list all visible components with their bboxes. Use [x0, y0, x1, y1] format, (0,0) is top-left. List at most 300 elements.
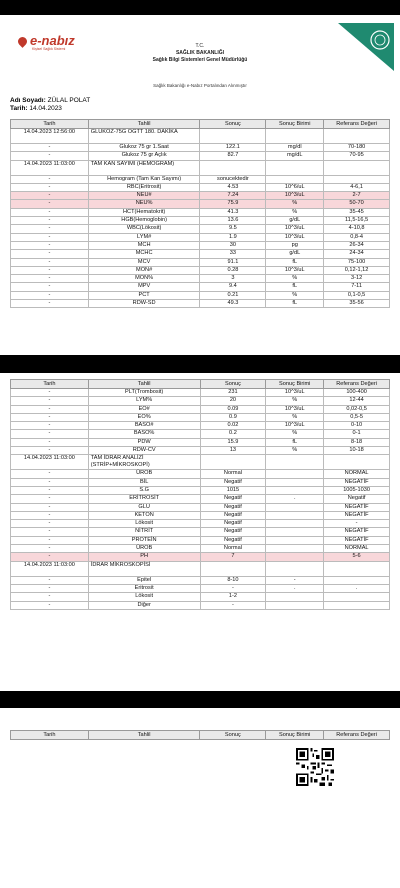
heart-icon — [16, 35, 29, 48]
cell-date: - — [11, 217, 89, 225]
cell-result: 0.28 — [200, 266, 266, 274]
cell-date: - — [11, 495, 89, 503]
cell-test: PLT(Trombosit) — [88, 389, 200, 397]
cell-test: Diğer — [88, 601, 200, 609]
cell-reference: 0,1-0,5 — [324, 291, 390, 299]
cell-date: - — [11, 300, 89, 308]
cell-result: 3 — [200, 275, 266, 283]
col-test: Tahlil — [88, 380, 200, 389]
patient-name-label: Adı Soyadı: — [10, 97, 46, 104]
table-row — [11, 545, 390, 553]
patient-name: ZÜLAL POLAT — [47, 97, 91, 104]
cell-unit: 10^3/uL — [266, 389, 324, 397]
cell-unit: % — [266, 430, 324, 438]
cell-date: - — [11, 430, 89, 438]
cell-date: - — [11, 283, 89, 291]
cell-date: - — [11, 405, 89, 413]
table-row — [11, 275, 390, 283]
cell-result: Negatif — [200, 503, 266, 511]
cell-reference: - — [324, 520, 390, 528]
cell-test: MCHC — [88, 250, 200, 258]
cell-date: - — [11, 397, 89, 405]
cell-unit: fL — [266, 258, 324, 266]
table-row — [11, 576, 390, 584]
cell-date: - — [11, 192, 89, 200]
cell-date: - — [11, 520, 89, 528]
cell-result — [200, 160, 266, 175]
cell-reference: 10-18 — [324, 447, 390, 455]
cell-result: 0.09 — [200, 405, 266, 413]
cell-unit: mg/dl — [266, 144, 324, 152]
cell-result: Negatif — [200, 520, 266, 528]
cell-unit — [266, 528, 324, 536]
cell-reference: 7-11 — [324, 283, 390, 291]
cell-reference: 50-70 — [324, 200, 390, 208]
cell-date: - — [11, 275, 89, 283]
results-table-1 — [10, 119, 390, 308]
cell-test: BİL — [88, 478, 200, 486]
cell-unit: g/dL — [266, 217, 324, 225]
cell-reference: 12-44 — [324, 397, 390, 405]
cell-test: BASO% — [88, 430, 200, 438]
table-row — [11, 152, 390, 160]
table-row — [11, 470, 390, 478]
cell-test: PROTEİN — [88, 536, 200, 544]
cell-reference: 0,8-4 — [324, 233, 390, 241]
cell-unit: mg/dL — [266, 152, 324, 160]
cell-reference — [324, 601, 390, 609]
cell-unit: % — [266, 208, 324, 216]
cell-reference: 0,5-5 — [324, 413, 390, 421]
cell-test: NEU# — [88, 192, 200, 200]
cell-unit: 10^6/uL — [266, 183, 324, 191]
cell-unit — [266, 593, 324, 601]
cell-reference: Negatif — [324, 495, 390, 503]
cell-test: MCV — [88, 258, 200, 266]
cell-result: 1.9 — [200, 233, 266, 241]
table-group-row — [11, 455, 390, 470]
table-row — [11, 300, 390, 308]
cell-reference: NEGATİF — [324, 478, 390, 486]
cell-reference: 2-7 — [324, 192, 390, 200]
cell-reference: 0,12-1,12 — [324, 266, 390, 274]
cell-reference — [324, 455, 390, 470]
cell-unit — [266, 561, 324, 576]
table-row — [11, 503, 390, 511]
report-date-label: Tarih: — [10, 105, 28, 112]
ministry-emblem-icon — [338, 23, 394, 71]
cell-test: LYM% — [88, 397, 200, 405]
cell-date: 14.04.2023 11:03:00 — [11, 160, 89, 175]
ministry-tc: T.C. — [195, 43, 205, 49]
table-row — [11, 208, 390, 216]
cell-test: HCT(Hematokrit) — [88, 208, 200, 216]
logo-text: e-nabız — [30, 33, 75, 48]
table-row — [11, 495, 390, 503]
cell-test: Glukoz 75 gr 1.Saat — [88, 144, 200, 152]
cell-date: - — [11, 258, 89, 266]
table-header — [11, 380, 390, 389]
cell-result: 7 — [200, 553, 266, 561]
cell-result: Negatif — [200, 511, 266, 519]
cell-reference: NEGATİF — [324, 511, 390, 519]
cell-reference: 70-180 — [324, 144, 390, 152]
cell-unit: 10^3/uL — [266, 422, 324, 430]
col-date: Tarih — [11, 380, 89, 389]
report-page-1 — [0, 15, 400, 355]
results-table-3 — [10, 730, 390, 740]
cell-test: KETON — [88, 511, 200, 519]
col-result: Sonuç — [200, 731, 266, 740]
table-row — [11, 183, 390, 191]
cell-reference: NORMAL — [324, 470, 390, 478]
cell-unit — [266, 455, 324, 470]
cell-unit: - — [266, 576, 324, 584]
col-unit: Sonuç Birimi — [266, 380, 324, 389]
cell-test: Epitel — [88, 576, 200, 584]
cell-unit: % — [266, 275, 324, 283]
table-row — [11, 511, 390, 519]
cell-reference: 24-34 — [324, 250, 390, 258]
table-row — [11, 175, 390, 183]
cell-result: Normal — [200, 470, 266, 478]
cell-reference: 5-6 — [324, 553, 390, 561]
cell-test: S.G — [88, 486, 200, 494]
enabiz-logo — [18, 33, 75, 51]
cell-test: EO% — [88, 413, 200, 421]
cell-reference: 35-45 — [324, 208, 390, 216]
cell-result: 91.1 — [200, 258, 266, 266]
report-page-2 — [0, 373, 400, 691]
cell-date: - — [11, 144, 89, 152]
table-row — [11, 584, 390, 592]
cell-date: - — [11, 183, 89, 191]
cell-date: - — [11, 175, 89, 183]
cell-result: 82.7 — [200, 152, 266, 160]
cell-result — [200, 455, 266, 470]
cell-date: - — [11, 200, 89, 208]
col-reference: Referans Değeri — [324, 380, 390, 389]
cell-test: ÜROB — [88, 545, 200, 553]
logo-subtitle: Kişisel Sağlık Sistemi — [32, 47, 66, 51]
cell-date: 14.04.2023 12:56:00 — [11, 129, 89, 144]
table-row — [11, 486, 390, 494]
cell-unit — [266, 503, 324, 511]
cell-date: - — [11, 413, 89, 421]
table-row — [11, 447, 390, 455]
table-row — [11, 397, 390, 405]
cell-reference: 3-12 — [324, 275, 390, 283]
cell-date: - — [11, 601, 89, 609]
cell-test: MCH — [88, 241, 200, 249]
cell-reference: . — [324, 584, 390, 592]
cell-result: 0.2 — [200, 430, 266, 438]
qr-code-icon — [296, 748, 334, 786]
table-group-row — [11, 561, 390, 576]
cell-result: Negatif — [200, 536, 266, 544]
cell-result: 1015 — [200, 486, 266, 494]
cell-reference: NEGATİF — [324, 536, 390, 544]
table-row — [11, 250, 390, 258]
cell-unit: g/dL — [266, 250, 324, 258]
cell-result: 49.3 — [200, 300, 266, 308]
cell-reference — [324, 561, 390, 576]
cell-date: - — [11, 447, 89, 455]
table-row — [11, 405, 390, 413]
cell-unit: fL — [266, 438, 324, 446]
cell-result — [200, 129, 266, 144]
table-row — [11, 200, 390, 208]
portal-note: Sağlık Bakanlığı e-Nabız Portalından Alınmıştır — [153, 83, 247, 88]
cell-unit — [266, 520, 324, 528]
table-header — [11, 120, 390, 129]
table-group-row — [11, 129, 390, 144]
cell-date: - — [11, 486, 89, 494]
cell-unit: % — [266, 291, 324, 299]
col-result: Sonuç — [200, 380, 266, 389]
cell-unit: % — [266, 447, 324, 455]
cell-unit: 10^3/uL — [266, 233, 324, 241]
cell-unit: 10^3/uL — [266, 225, 324, 233]
table-header — [11, 731, 390, 740]
cell-unit: fL — [266, 283, 324, 291]
cell-test: NEU% — [88, 200, 200, 208]
cell-date: - — [11, 389, 89, 397]
cell-result: 231 — [200, 389, 266, 397]
table-row — [11, 291, 390, 299]
table-row — [11, 593, 390, 601]
cell-date: - — [11, 233, 89, 241]
cell-reference: 35-56 — [324, 300, 390, 308]
cell-result: Negatif — [200, 478, 266, 486]
table-row — [11, 413, 390, 421]
cell-reference — [324, 160, 390, 175]
report-page-3 — [0, 708, 400, 888]
cell-date: - — [11, 250, 89, 258]
cell-test: RDW-SD — [88, 300, 200, 308]
cell-result: 13 — [200, 447, 266, 455]
cell-result: 8-10 — [200, 576, 266, 584]
cell-date: - — [11, 291, 89, 299]
cell-unit — [266, 553, 324, 561]
cell-date: - — [11, 266, 89, 274]
cell-unit — [266, 486, 324, 494]
cell-date: - — [11, 553, 89, 561]
cell-unit — [266, 601, 324, 609]
cell-unit — [266, 160, 324, 175]
cell-unit: . — [266, 495, 324, 503]
cell-unit: . — [266, 584, 324, 592]
cell-result: 15.9 — [200, 438, 266, 446]
cell-result: - — [200, 601, 266, 609]
cell-date: 14.04.2023 11:03:00 — [11, 561, 89, 576]
table-row — [11, 430, 390, 438]
cell-unit — [266, 536, 324, 544]
cell-unit: fL — [266, 300, 324, 308]
table-row — [11, 144, 390, 152]
col-date: Tarih — [11, 731, 89, 740]
cell-date: - — [11, 536, 89, 544]
cell-test: TAM İDRAR ANALİZİ (STRİP+MİKROSKOPİ) — [88, 455, 200, 470]
cell-reference: 0-1 — [324, 430, 390, 438]
ministry-name: SAĞLIK BAKANLIĞI — [175, 50, 225, 56]
cell-test: RDW-CV — [88, 447, 200, 455]
cell-test: ERİTROSİT — [88, 495, 200, 503]
cell-result: 20 — [200, 397, 266, 405]
cell-test: NİTRİT — [88, 528, 200, 536]
cell-result: 13.6 — [200, 217, 266, 225]
cell-date: - — [11, 478, 89, 486]
cell-reference: 4-6,1 — [324, 183, 390, 191]
cell-test: TAM KAN SAYIMI (HEMOGRAM) — [88, 160, 200, 175]
cell-test: LYM# — [88, 233, 200, 241]
cell-test: Glukoz 75 gr Açlık — [88, 152, 200, 160]
table-row — [11, 520, 390, 528]
cell-test: HGB(Hemoglobin) — [88, 217, 200, 225]
col-unit: Sonuç Birimi — [266, 731, 324, 740]
report-date: 14.04.2023 — [29, 105, 62, 112]
cell-date: 14.04.2023 11:03:00 — [11, 455, 89, 470]
col-date: Tarih — [11, 120, 89, 129]
cell-date: - — [11, 438, 89, 446]
cell-reference — [324, 576, 390, 584]
table-row — [11, 233, 390, 241]
cell-unit: % — [266, 200, 324, 208]
cell-test: MPV — [88, 283, 200, 291]
cell-reference: 8-18 — [324, 438, 390, 446]
cell-result: 41.3 — [200, 208, 266, 216]
table-row — [11, 389, 390, 397]
cell-test: PDW — [88, 438, 200, 446]
cell-result: 0.02 — [200, 422, 266, 430]
cell-date: - — [11, 584, 89, 592]
cell-result: Negatif — [200, 528, 266, 536]
cell-date: - — [11, 208, 89, 216]
cell-test: RBC(Eritrosit) — [88, 183, 200, 191]
table-group-row — [11, 160, 390, 175]
cell-date: - — [11, 241, 89, 249]
cell-reference: 4-10,8 — [324, 225, 390, 233]
cell-reference: 0-10 — [324, 422, 390, 430]
cell-date: - — [11, 225, 89, 233]
cell-reference — [324, 129, 390, 144]
cell-test: Lökosit — [88, 520, 200, 528]
cell-result: 33 — [200, 250, 266, 258]
cell-reference: 1005-1030 — [324, 486, 390, 494]
cell-reference — [324, 593, 390, 601]
cell-unit: pg — [266, 241, 324, 249]
cell-reference: 75-100 — [324, 258, 390, 266]
cell-date: - — [11, 511, 89, 519]
col-reference: Referans Değeri — [324, 731, 390, 740]
cell-result: sonucektedir — [200, 175, 266, 183]
table-row — [11, 422, 390, 430]
cell-date: - — [11, 422, 89, 430]
ministry-header — [120, 43, 280, 64]
table-row — [11, 478, 390, 486]
patient-info — [10, 97, 90, 113]
cell-test: ÜROB — [88, 470, 200, 478]
cell-reference: 11,5-16,5 — [324, 217, 390, 225]
cell-reference: NEGATİF — [324, 528, 390, 536]
cell-unit: 10^3/uL — [266, 266, 324, 274]
cell-test: Eritrosit — [88, 584, 200, 592]
cell-unit — [266, 470, 324, 478]
cell-unit: % — [266, 413, 324, 421]
cell-reference: 0,02-0,5 — [324, 405, 390, 413]
table-row — [11, 258, 390, 266]
col-test: Tahlil — [88, 731, 200, 740]
cell-date: - — [11, 528, 89, 536]
cell-result: Negatif — [200, 495, 266, 503]
results-table-2 — [10, 379, 390, 610]
cell-date: - — [11, 545, 89, 553]
cell-test: GLUKOZ-75G OGTT 180. DAKİKA — [88, 129, 200, 144]
cell-reference: 26-34 — [324, 241, 390, 249]
cell-test: EO# — [88, 405, 200, 413]
cell-result: 122.1 — [200, 144, 266, 152]
cell-date: - — [11, 503, 89, 511]
cell-result: 0.9 — [200, 413, 266, 421]
cell-result: - — [200, 584, 266, 592]
table-row — [11, 241, 390, 249]
cell-test: MON% — [88, 275, 200, 283]
cell-test: BASO# — [88, 422, 200, 430]
cell-date: - — [11, 576, 89, 584]
cell-test: Hemogram (Tam Kan Sayımı) — [88, 175, 200, 183]
cell-unit — [266, 545, 324, 553]
cell-reference: 70-95 — [324, 152, 390, 160]
table-row — [11, 217, 390, 225]
cell-test: İDRAR MİKROSKOPİSİ — [88, 561, 200, 576]
cell-test: MON# — [88, 266, 200, 274]
cell-result: 4.53 — [200, 183, 266, 191]
table-row — [11, 192, 390, 200]
col-unit: Sonuç Birimi — [266, 120, 324, 129]
table-row — [11, 283, 390, 291]
table-row — [11, 438, 390, 446]
table-row — [11, 225, 390, 233]
cell-result: 75.9 — [200, 200, 266, 208]
cell-result: 30 — [200, 241, 266, 249]
cell-result: 7.24 — [200, 192, 266, 200]
cell-reference: NORMAL — [324, 545, 390, 553]
cell-unit: 10^3/uL — [266, 405, 324, 413]
cell-unit — [266, 175, 324, 183]
col-reference: Referans Değeri — [324, 120, 390, 129]
cell-test: WBC(Lökosit) — [88, 225, 200, 233]
cell-test: Lökosit — [88, 593, 200, 601]
cell-result: Normal — [200, 545, 266, 553]
cell-reference — [324, 175, 390, 183]
ministry-dept: Sağlık Bilgi Sistemleri Genel Müdürlüğü — [152, 57, 248, 63]
cell-result: 9.5 — [200, 225, 266, 233]
cell-unit — [266, 478, 324, 486]
table-row — [11, 528, 390, 536]
cell-reference: 100-400 — [324, 389, 390, 397]
table-row — [11, 553, 390, 561]
cell-reference: NEGATİF — [324, 503, 390, 511]
cell-result: 0.21 — [200, 291, 266, 299]
cell-result: 9.4 — [200, 283, 266, 291]
cell-unit: 10^3/uL — [266, 192, 324, 200]
cell-unit — [266, 129, 324, 144]
table-row — [11, 266, 390, 274]
cell-date: - — [11, 593, 89, 601]
cell-date: - — [11, 470, 89, 478]
cell-unit: % — [266, 397, 324, 405]
cell-date: - — [11, 152, 89, 160]
